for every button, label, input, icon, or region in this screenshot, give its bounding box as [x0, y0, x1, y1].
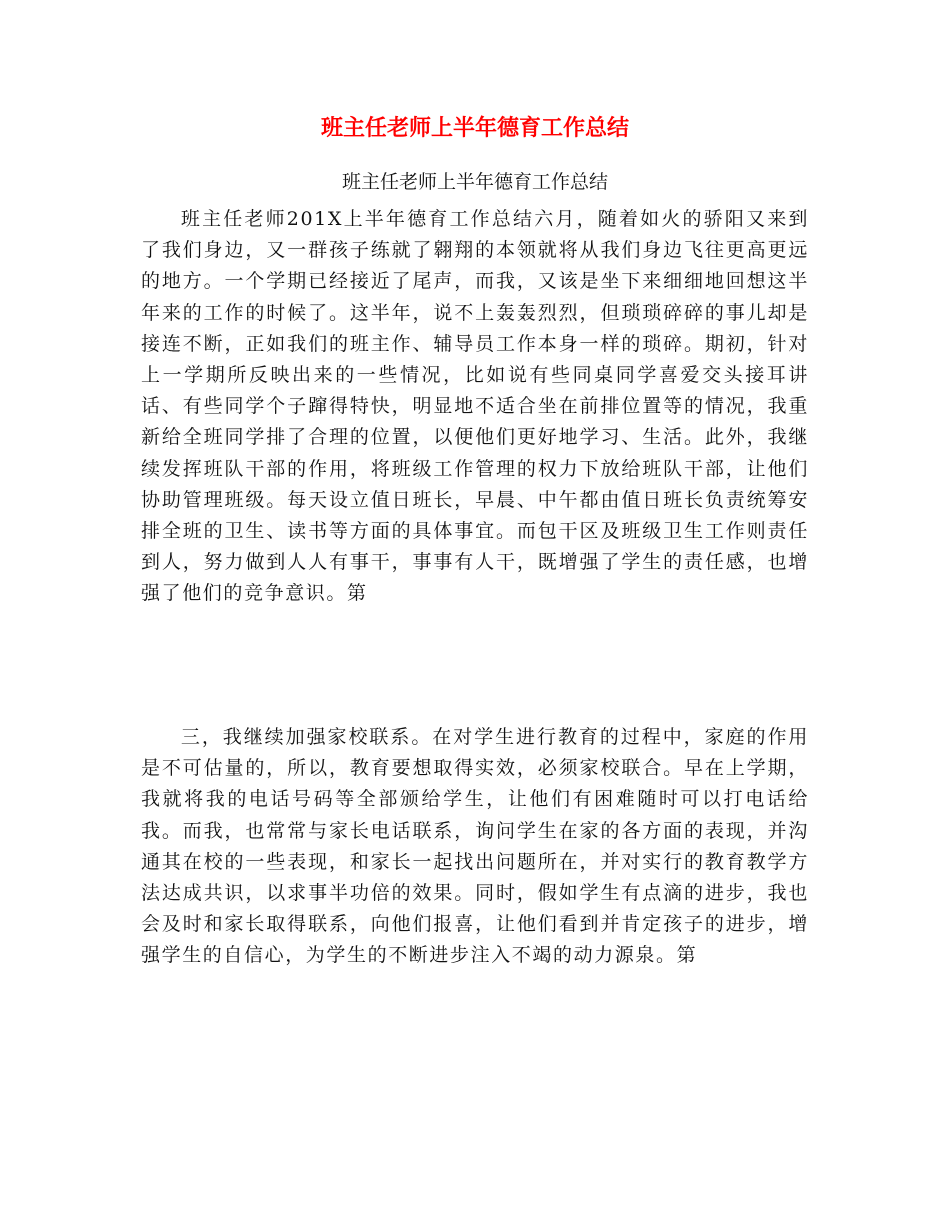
document-subtitle: 班主任老师上半年德育工作总结	[341, 171, 608, 193]
body-paragraph: 班主任老师201X上半年德育工作总结六月，随着如火的骄阳又来到了我们身边，又一群孩子练就了翱翔的本领就将从我们身边飞往更高更远的地方。一个学期已经接近了尾声，而我，又该是坐下来细细地回想这半年来的工作的时候了。这半年，说不上轰轰烈烈，但琐琐碎碎的事儿却是接连不断，正如我们的班主作、辅导员工作本身一样的琐碎。期初，针对上一学期所反映出来的一些情况，比如说有些同桌同学喜爱交头接耳讲话、有些同学个子蹿得特快，明显地不适合坐在前排位置等的情况，我重新给全班同学排了合理的位置，以便他们更好地学习、生活。此外，我继续发挥班队干部的作用，将班级工作管理的权力下放给班队干部，让他们协助管理班级。每天设立值日班长，早晨、中午都由值日班长负责统筹安排全班的卫生、读书等方面的具体事宜。而包干区及班级卫生工作则责任到人，努力做到人人有事干，事事有人干，既增强了学生的责任感，也增强了他们的竞争意识。第	[141, 208, 809, 605]
body-paragraph: 三，我继续加强家校联系。在对学生进行教育的过程中，家庭的作用是不可估量的，所以，教育要想取得实效，必须家校联合。早在上学期，我就将我的电话号码等全部颁给学生，让他们有困难随时可以打电话给我。而我，也常常与家长电话联系，询问学生在家的各方面的表现，并沟通其在校的一些表现，和家长一起找出问题所在，并对实行的教育教学方法达成共识，以求事半功倍的效果。同时，假如学生有点滴的进步，我也会及时和家长取得联系，向他们报喜，让他们看到并肯定孩子的进步，增强学生的自信心，为学生的不断进步注入不竭的动力源泉。第	[141, 726, 809, 967]
document-title: 班主任老师上半年德育工作总结	[320, 115, 629, 141]
